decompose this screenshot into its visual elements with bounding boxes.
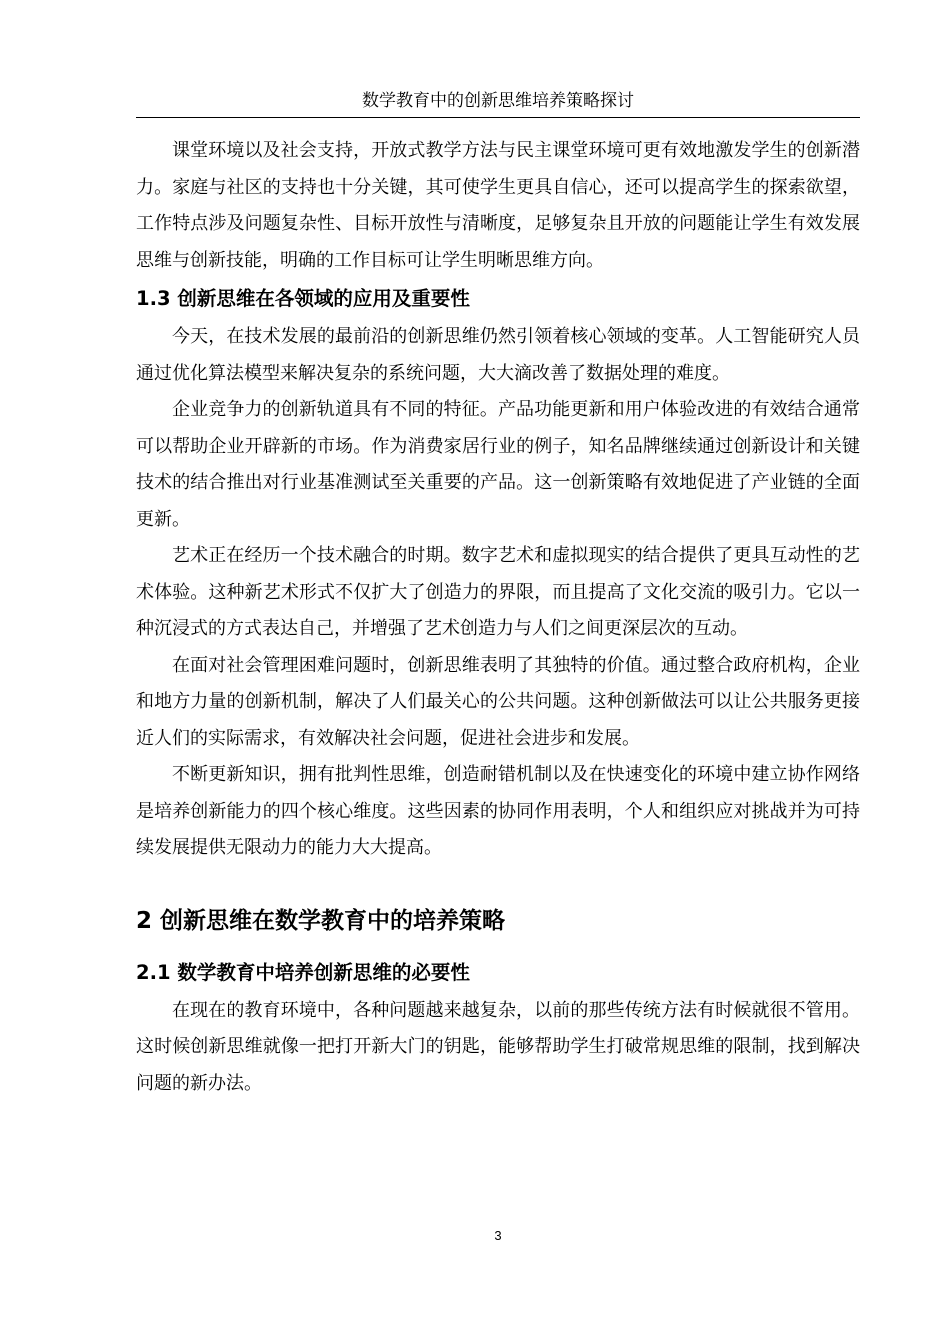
paragraph: 企业竞争力的创新轨道具有不同的特征。产品功能更新和用户体验改进的有效结合通常可以帮助企业开辟新的市场。作为消费家居行业的例子，知名品牌继续通过创新设计和关键技术的结合推出对行业基准测试至关重要的产品。这一创新策略有效地促进了产业链的全面更新。 <box>136 399 860 530</box>
chapter-heading-2: 2 创新思维在数学教育中的培养策略 <box>136 907 506 934</box>
paragraph: 不断更新知识，拥有批判性思维，创造耐错机制以及在快速变化的环境中建立协作网络是培养创新能力的四个核心维度。这些因素的协同作用表明，个人和组织应对挑战并为可持续发展提供无限动力的能力大大提高。 <box>136 764 860 858</box>
paragraph: 今天，在技术发展的最前沿的创新思维仍然引领着核心领域的变革。人工智能研究人员通过优化算法模型来解决复杂的系统问题，大大滴改善了数据处理的难度。 <box>136 326 860 384</box>
document-body <box>136 133 860 1102</box>
header-rule <box>136 117 860 118</box>
section-heading-1-3: 1.3 创新思维在各领域的应用及重要性 <box>136 287 470 310</box>
paragraph: 课堂环境以及社会支持，开放式教学方法与民主课堂环境可更有效地激发学生的创新潜力。家庭与社区的支持也十分关键，其可使学生更具自信心，还可以提高学生的探索欲望，工作特点涉及问题复杂性、目标开放性与清晰度，足够复杂且开放的问题能让学生有效发展思维与创新技能，明确的工作目标可让学生明晰思维方向。 <box>136 140 860 271</box>
running-header-title: 数学教育中的创新思维培养策略探讨 <box>362 91 634 111</box>
page-number: 3 <box>494 1228 502 1243</box>
paragraph: 在现在的教育环境中，各种问题越来越复杂，以前的那些传统方法有时候就很不管用。这时候创新思维就像一把打开新大门的钥匙，能够帮助学生打破常规思维的限制，找到解决问题的新办法。 <box>136 999 860 1094</box>
paragraph: 艺术正在经历一个技术融合的时期。数字艺术和虚拟现实的结合提供了更具互动性的艺术体验。这种新艺术形式不仅扩大了创造力的界限，而且提高了文化交流的吸引力。它以一种沉浸式的方式表达自己，并增强了艺术创造力与人们之间更深层次的互动。 <box>136 545 860 639</box>
section-heading-2-1: 2.1 数学教育中培养创新思维的必要性 <box>136 960 470 984</box>
paragraph: 在面对社会管理困难问题时，创新思维表明了其独特的价值。通过整合政府机构，企业和地方力量的创新机制，解决了人们最关心的公共问题。这种创新做法可以让公共服务更接近人们的实际需求，有效解决社会问题，促进社会进步和发展。 <box>136 654 860 749</box>
